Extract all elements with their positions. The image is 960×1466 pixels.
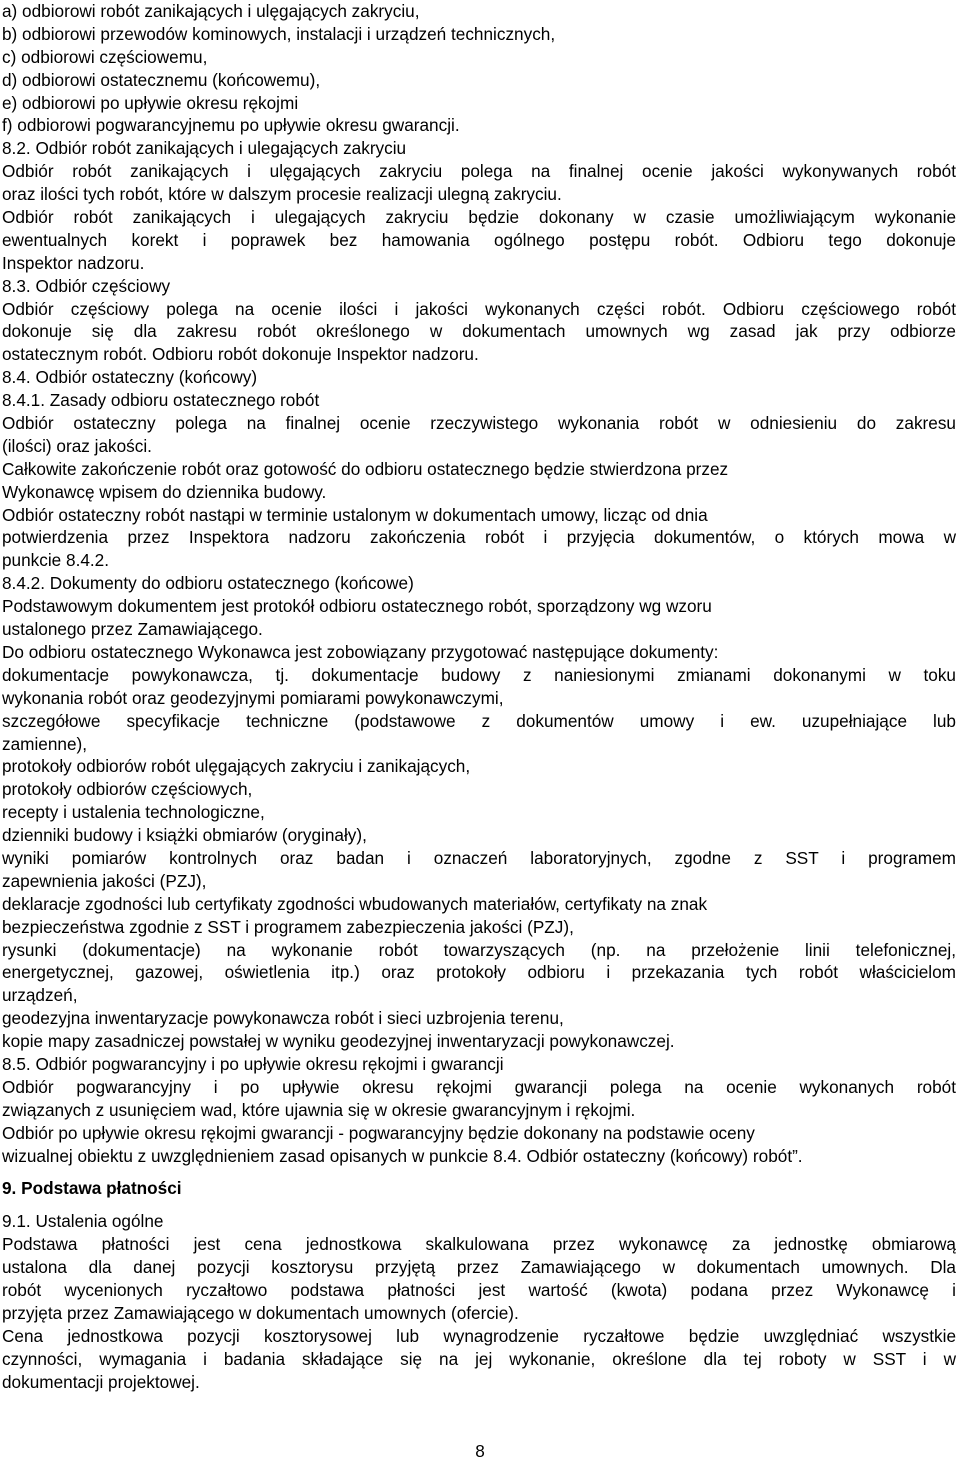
section-heading: 8.4.2. Dokumenty do odbioru ostatecznego (końcowe) [2,573,414,594]
list-item: bezpieczeństwa zgodnie z SST i programem zabezpieczenia jakości (PZJ), [2,916,574,937]
section-heading: 8.2. Odbiór robót zanikających i ulegających zakryciu [2,138,407,159]
paragraph-line: przyjęta przez Zamawiającego w dokumentach umownych (ofercie). [2,1302,519,1323]
paragraph-line: (ilości) oraz jakości. [2,435,152,456]
list-item: wykonania robót oraz geodezyjnymi pomiarami powykonawczymi, [2,687,504,708]
paragraph-line: dokonuje się dla zakresu robót określonego w dokumentach umownych wg zasad jak przy odbiorze [2,321,956,342]
paragraph-line: Odbiór robót zanikających i ulęgających zakryciu polega na finalnej ocenie jakości wykonywanych robót [2,161,956,182]
list-item: wyniki pomiarów kontrolnych oraz badan i oznaczeń laboratoryjnych, zgodne z SST i programem [2,847,956,868]
list-item: protokoły odbiorów robót ulęgających zakryciu i zanikających, [2,756,471,777]
section-heading: 9.1. Ustalenia ogólne [2,1211,164,1232]
list-item: geodezyjna inwentaryzacje powykonawcza robót i sieci uzbrojenia terenu, [2,1008,564,1029]
section-heading: 8.4.1. Zasady odbioru ostatecznego robót [2,390,320,411]
document-page [2,0,956,1393]
paragraph-line: ustalonego przez Zamawiającego. [2,619,263,640]
list-item: kopie mapy zasadniczej powstałej w wyniku geodezyjnej inwentaryzacji powykonawczej. [2,1031,675,1052]
spacer [2,1200,956,1210]
list-item: dokumentacje powykonawcza, tj. dokumentacje budowy z naniesionymi zmianami dokonanymi w toku [2,664,956,685]
section-heading: 8.4. Odbiór ostateczny (końcowy) [2,367,258,388]
list-item: dzienniki budowy i książki obmiarów (oryginały), [2,825,367,846]
paragraph-line: potwierdzenia przez Inspektora nadzoru zakończenia robót i przyjęcia dokumentów, o których mowa w [2,527,956,548]
paragraph-line: czynności, wymagania i badania składające się na jej wykonanie, określone dla tej roboty w SST i w [2,1348,956,1369]
list-item: d) odbiorowi ostatecznemu (końcowemu), [2,69,321,90]
paragraph-line: Odbiór ostateczny polega na finalnej ocenie rzeczywistego wykonania robót w odniesieniu do zakresu [2,413,956,434]
list-item: a) odbiorowi robót zanikających i ulęgających zakryciu, [2,1,420,21]
page-number: 8 [475,1441,485,1461]
list-item: energetycznej, gazowej, oświetlenia itp.) oraz protokoły odbioru i przekazania tych robót właścicielom [2,962,956,983]
paragraph-line: ostatecznym robót. Odbioru robót dokonuje Inspektor nadzoru. [2,344,479,365]
paragraph-line: oraz ilości tych robót, które w dalszym procesie realizacji ulegną zakryciu. [2,184,562,205]
paragraph-line: ewentualnych korekt i poprawek bez hamowania ogólnego postępu robót. Odbioru tego dokonuje [2,229,956,250]
list-item: b) odbiorowi przewodów kominowych, instalacji i urządzeń technicznych, [2,23,556,44]
paragraph-line: Wykonawcę wpisem do dziennika budowy. [2,481,327,502]
paragraph-line: robót wycenionych ryczałtowo podstawa płatności jest wartość (kwota) podana przez Wykonawcę i [2,1279,956,1300]
paragraph-line: wizualnej obiektu z uwzględnieniem zasad opisanych w punkcie 8.4. Odbiór ostateczny (końcowy) robót”. [2,1145,803,1166]
paragraph-line: Cena jednostkowa pozycji kosztorysowej lub wynagrodzenie ryczałtowe będzie uwzględniać wszystkie [2,1325,956,1346]
paragraph-line: Odbiór po upływie okresu rękojmi gwarancji - pogwarancyjny będzie dokonany na podstawie oceny [2,1122,755,1143]
paragraph-line: dokumentacji projektowej. [2,1371,200,1392]
list-item: urządzeń, [2,985,78,1006]
spacer [2,1167,956,1177]
paragraph-line: Podstawa płatności jest cena jednostkowa skalkulowana przez wykonawcę za jednostkę obmiarową [2,1234,956,1255]
list-item: zamienne), [2,733,88,754]
paragraph-line: punkcie 8.4.2. [2,550,110,571]
paragraph-line: Odbiór pogwarancyjny i po upływie okresu rękojmi gwarancji polega na ocenie wykonanych robót [2,1076,956,1097]
list-item: protokoły odbiorów częściowych, [2,779,253,800]
list-item: zapewnienia jakości (PZJ), [2,870,207,891]
paragraph-line: Do odbioru ostatecznego Wykonawca jest zobowiązany przygotować następujące dokumenty: [2,641,719,662]
list-item: szczegółowe specyfikacje techniczne (podstawowe z dokumentów umowy i ew. uzupełniające lub [2,710,956,731]
section-heading: 8.3. Odbiór częściowy [2,275,171,296]
section-heading: 8.5. Odbiór pogwarancyjny i po upływie okresu rękojmi i gwarancji [2,1053,504,1074]
paragraph-line: Odbiór ostateczny robót nastąpi w terminie ustalonym w dokumentach umowy, licząc od dnia [2,504,708,525]
list-item: rysunki (dokumentacje) na wykonanie robót towarzyszących (np. na przełożenie linii telefonicznej, [2,939,956,960]
list-item: recepty i ustalenia technologiczne, [2,802,265,823]
paragraph-line: Całkowite zakończenie robót oraz gotowość do odbioru ostatecznego będzie stwierdzona przez [2,458,729,479]
paragraph-line: ustalona dla danej pozycji kosztorysu przyjętą przez Zamawiającego w dokumentach umownych. Dla [2,1257,956,1278]
list-item: f) odbiorowi pogwarancyjnemu po upływie okresu gwarancji. [2,115,460,136]
list-item: e) odbiorowi po upływie okresu rękojmi [2,92,299,113]
paragraph-line: Podstawowym dokumentem jest protokół odbioru ostatecznego robót, sporządzony wg wzoru [2,596,712,617]
list-item: deklaracje zgodności lub certyfikaty zgodności wbudowanych materiałów, certyfikaty na znak [2,893,708,914]
paragraph-line: związanych z usunięciem wad, które ujawnia się w okresie gwarancyjnym i rękojmi. [2,1099,636,1120]
chapter-heading: 9. Podstawa płatności [2,1178,182,1199]
paragraph-line: Inspektor nadzoru. [2,252,145,273]
paragraph-line: Odbiór robót zanikających i ulegających zakryciu będzie dokonany w czasie umożliwiającym wykonanie [2,207,956,228]
paragraph-line: Odbiór częściowy polega na ocenie ilości i jakości wykonanych części robót. Odbioru częściowego robót [2,298,956,319]
list-item: c) odbiorowi częściowemu, [2,46,208,67]
